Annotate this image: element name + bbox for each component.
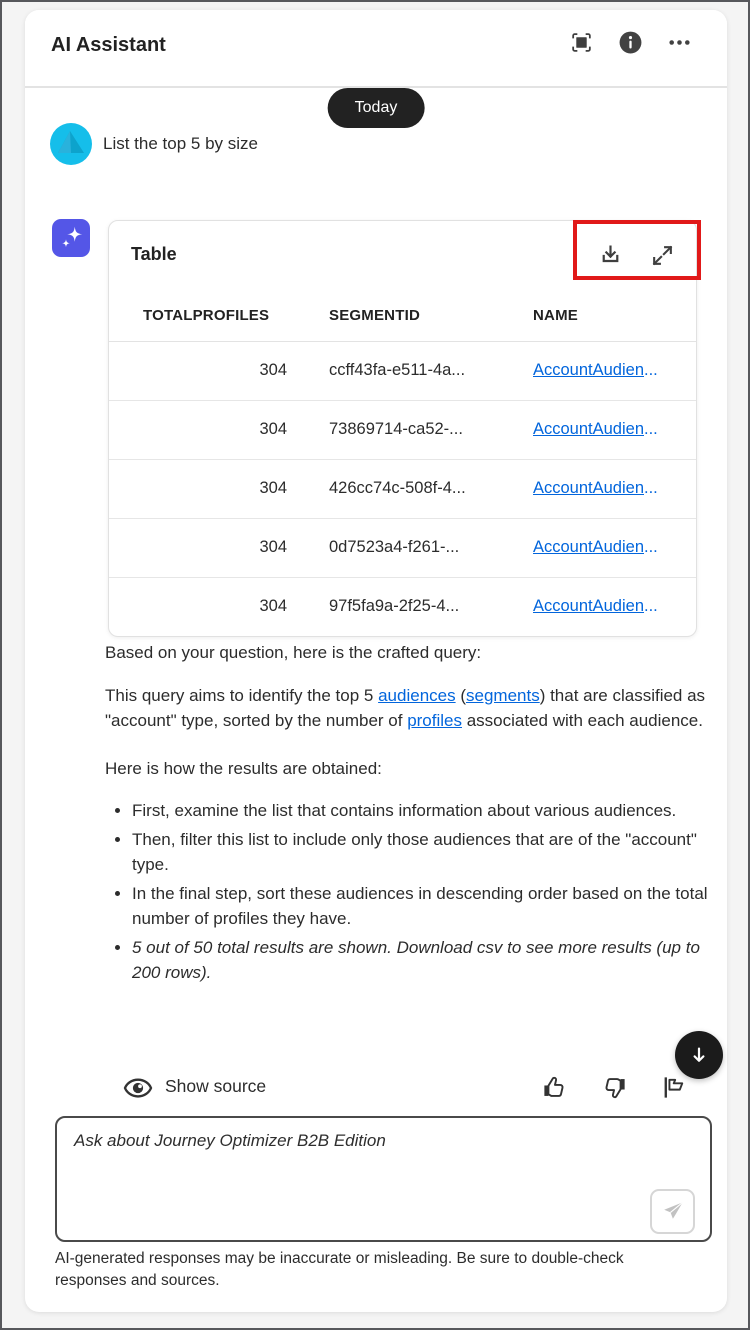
composer	[55, 1116, 712, 1242]
cell-segmentid: 426cc74c-508f-4...	[329, 479, 466, 497]
cell-segmentid: 97f5fa9a-2f25-4...	[329, 597, 460, 616]
cell-name	[493, 400, 696, 459]
bullet-item: • In the final step, sort these audiences in descending order based on the total number of profiles they have.	[132, 881, 710, 932]
date-badge: Today	[328, 88, 425, 128]
table-row	[109, 577, 696, 636]
table-body	[109, 341, 696, 636]
ellipsis-text: ...	[644, 361, 658, 379]
panel-header	[25, 10, 727, 88]
table-header-row	[109, 291, 696, 341]
table-row	[109, 400, 696, 459]
response-how-title: Here is how the results are obtained:	[105, 758, 382, 778]
cell-name	[493, 577, 696, 636]
query-description	[105, 683, 710, 734]
bullet-item: • First, examine the list that contains information about various audiences.	[132, 798, 710, 824]
cell-name	[493, 459, 696, 518]
table-row	[109, 341, 696, 400]
send-icon	[661, 1200, 685, 1224]
cell-totalprofiles: 304	[259, 597, 287, 616]
audience-name-link[interactable]: AccountAudien	[533, 420, 644, 438]
column-header-segmentid: SEGMENTID	[329, 307, 420, 325]
paragraph-text: ) that are classified as "account" type, sorted by the number of	[105, 685, 706, 730]
table-row	[109, 518, 696, 577]
inline-link[interactable]: segments	[466, 685, 540, 705]
table-row	[109, 459, 696, 518]
cell-totalprofiles: 304	[259, 420, 287, 438]
send-button[interactable]	[650, 1189, 695, 1234]
assistant-sparkle-icon	[52, 219, 90, 257]
audience-name-link[interactable]: AccountAudien	[533, 538, 644, 556]
cell-name	[493, 341, 696, 400]
audience-name-link[interactable]: AccountAudien	[533, 361, 644, 379]
assistant-response	[105, 640, 710, 989]
cell-totalprofiles: 304	[259, 538, 287, 556]
table-card	[108, 220, 697, 637]
cell-segmentid: 0d7523a4-f261-...	[329, 538, 460, 556]
audience-name-link[interactable]: AccountAudien	[533, 597, 644, 616]
more-icon[interactable]	[665, 28, 693, 56]
disclaimer-text: AI-generated responses may be inaccurate or misleading. Be sure to double-check responses and sources.	[55, 1250, 624, 1290]
user-avatar	[50, 123, 92, 165]
response-bullet-list	[112, 798, 710, 986]
response-footer-row	[123, 1072, 713, 1104]
flag-icon[interactable]	[659, 1072, 689, 1102]
inline-link[interactable]: audiences	[378, 685, 456, 705]
cell-totalprofiles: 304	[259, 361, 287, 379]
fullscreen-icon[interactable]	[567, 28, 595, 56]
panel-title: AI Assistant	[51, 34, 166, 56]
column-header-totalprofiles: TOTALPROFILES	[143, 307, 270, 325]
chat-input[interactable]	[57, 1118, 710, 1240]
cell-segmentid: ccff43fa-e511-4a...	[329, 361, 466, 379]
show-source-button[interactable]: Show source	[165, 1076, 267, 1096]
results-table	[109, 291, 696, 636]
cell-totalprofiles: 304	[259, 479, 287, 497]
paragraph-text: (	[455, 685, 466, 705]
inline-link[interactable]: profiles	[407, 711, 462, 730]
thumbs-up-icon[interactable]	[539, 1072, 569, 1102]
ai-assistant-panel	[25, 10, 727, 1312]
eye-icon[interactable]	[123, 1073, 153, 1103]
download-icon[interactable]	[597, 242, 624, 269]
bullet-item: • Then, filter this list to include only those audiences that are of the "account" type.	[132, 827, 710, 878]
ellipsis-text: ...	[644, 597, 658, 616]
user-message: List the top 5 by size	[103, 134, 258, 153]
paragraph-text: associated with each audience.	[462, 711, 703, 730]
bullet-item: • 5 out of 50 total results are shown. Download csv to see more results (up to 200 rows).	[132, 935, 710, 986]
ellipsis-text: ...	[644, 420, 658, 438]
paragraph-text: This query aims to identify the top 5	[105, 685, 379, 705]
scroll-to-bottom-button[interactable]	[675, 1031, 723, 1079]
thumbs-down-icon[interactable]	[599, 1072, 629, 1102]
cell-segmentid: 73869714-ca52-...	[329, 420, 463, 438]
column-header-name: NAME	[533, 307, 578, 325]
ellipsis-text: ...	[644, 479, 658, 497]
response-intro: Based on your question, here is the crafted query:	[105, 643, 482, 662]
table-card-title: Table	[131, 244, 177, 264]
ellipsis-text: ...	[644, 538, 658, 556]
expand-icon[interactable]	[649, 242, 676, 269]
info-icon[interactable]	[616, 28, 644, 56]
arrow-down-icon	[688, 1044, 710, 1066]
audience-name-link[interactable]: AccountAudien	[533, 479, 644, 497]
cell-name	[493, 518, 696, 577]
